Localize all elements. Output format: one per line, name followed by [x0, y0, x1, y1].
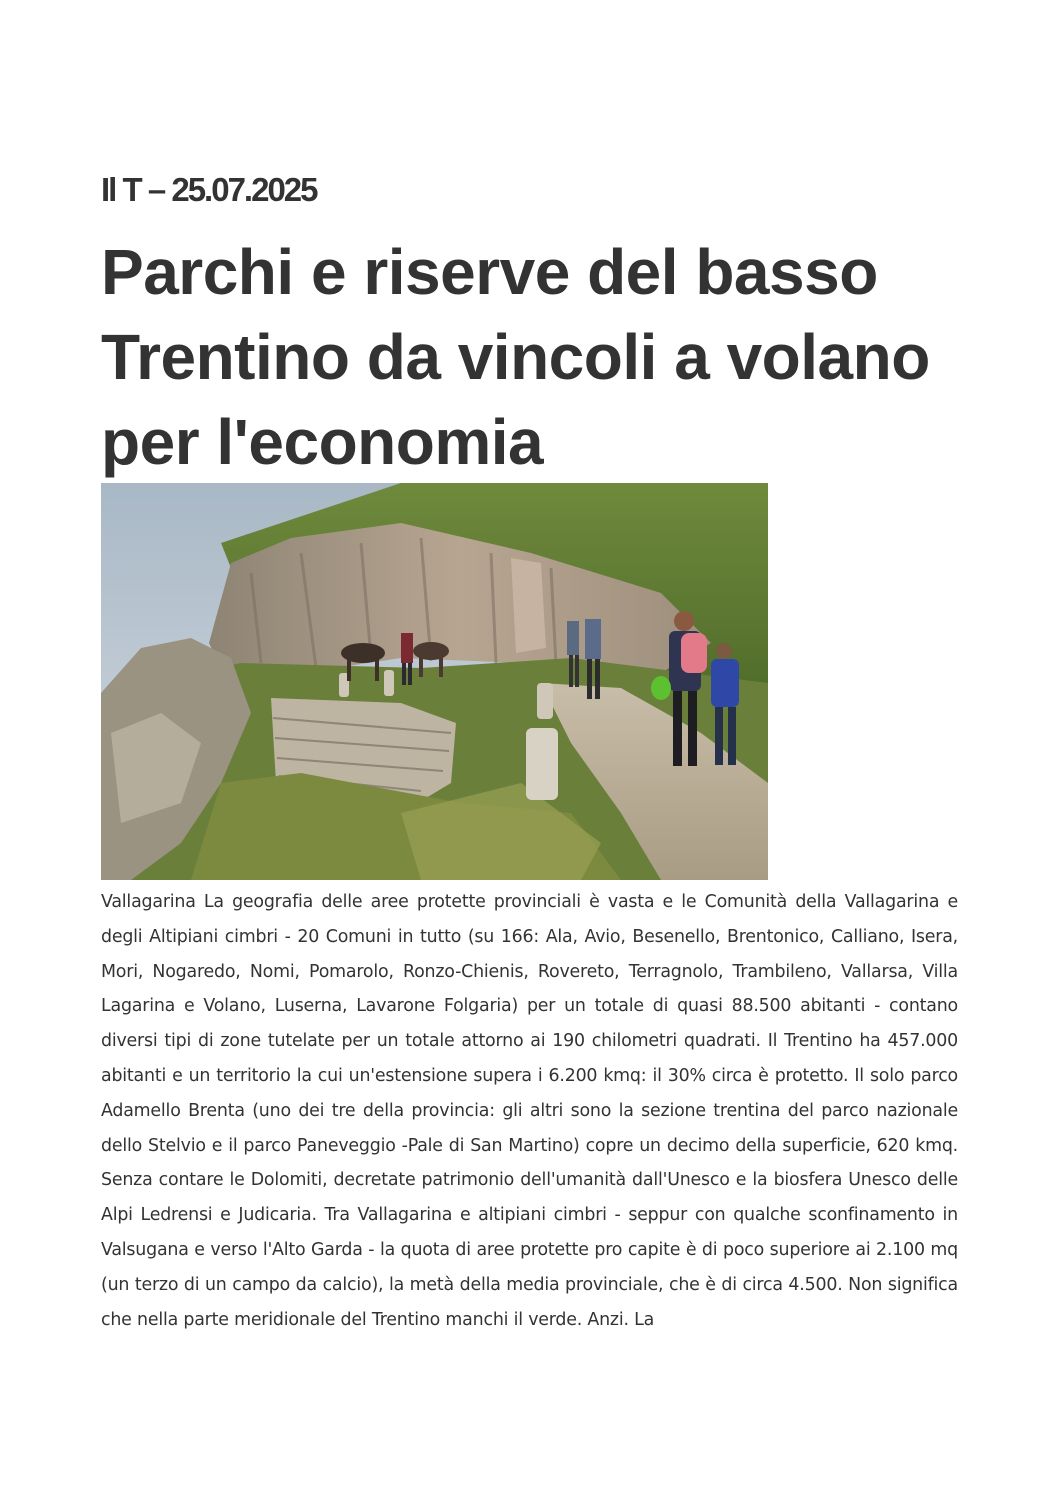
article-photo	[101, 483, 768, 880]
article-body: Vallagarina La geografia delle aree protette provinciali è vasta e le Comunità della Vallagarina e degli Altipiani cimbri - 20 Comuni in tutto (su 166: Ala, Avio, Besenello, Brentonico, Calliano, Isera, Mori, Nogaredo, Nomi, Pomarolo, Ronzo-Chienis, Rovereto, Terragnolo, Trambileno, Vallarsa, Villa Lagarina e Volano, Luserna, Lavarone Folgaria) per un totale di quasi 88.500 abitanti - contano diversi tipi di zone tutelate per un totale attorno ai 190 chilometri quadrati. Il Trentino ha 457.000 abitanti e un territorio la cui un'estensione supera i 6.200 kmq: il 30% circa è protetto. Il solo parco Adamello Brenta (uno dei tre della provincia: gli altri sono la sezione trentina del parco nazionale dello Stelvio e il parco Paneveggio -Pale di San Martino) copre un decimo della superficie, 620 kmq. Senza contare le Dolomiti, decretate patrimonio dell'umanità dall'Unesco e la biosfera Unesco delle Alpi Ledrensi e Judicaria. Tra Vallagarina e altipiani cimbri - seppur con qualche sconfinamento in Valsugana e verso l'Alto Garda - la quota di aree protette pro capite è di poco superiore ai 2.100 mq (un terzo di un campo da calcio), la metà della media provinciale, che è di circa 4.500. Non significa che nella parte meridionale del Trentino manchi il verde. Anzi. La	[101, 892, 958, 1330]
hikers-on-mountain-trail-image	[101, 483, 768, 880]
source-date: Il T – 25.07.2025	[101, 171, 317, 208]
article-headline: Parchi e riserve del basso Trentino da vincoli a volano per l'economia	[101, 236, 930, 478]
